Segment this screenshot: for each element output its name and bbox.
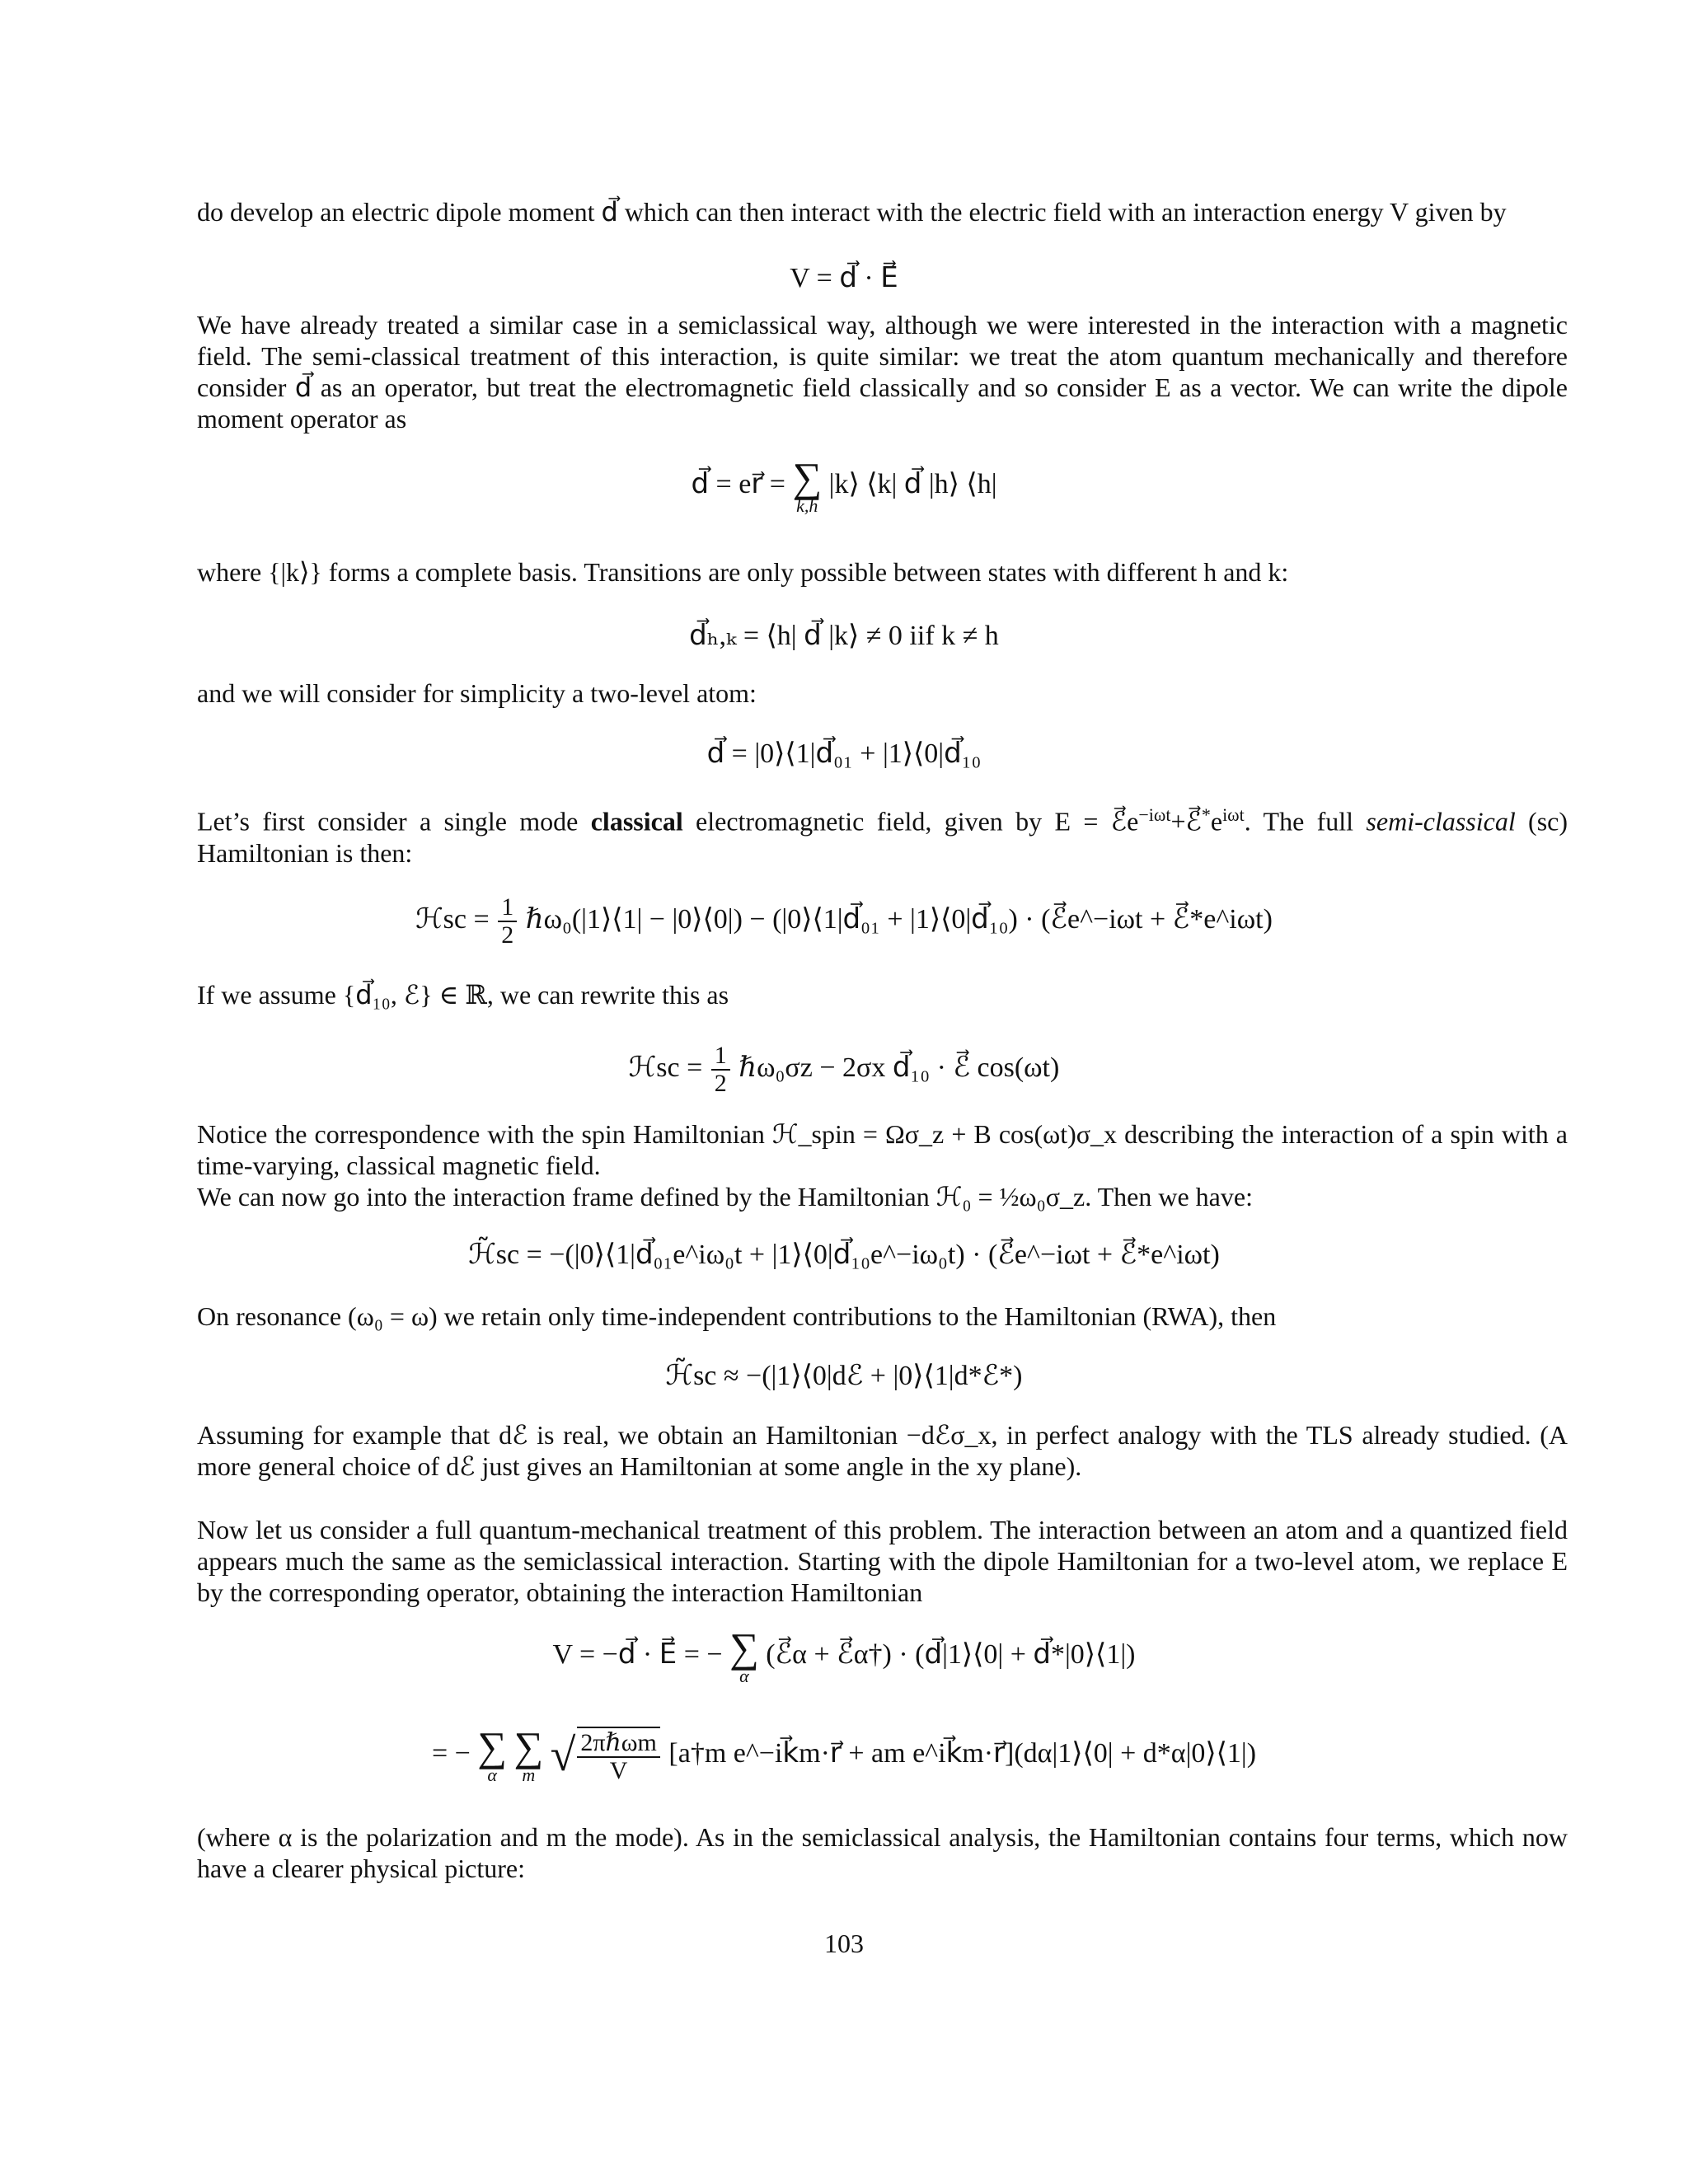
equation-9-left: V = −d⃗ · E⃗ = − xyxy=(552,1638,723,1670)
equation-5-left: ℋsc = xyxy=(415,903,490,935)
paragraph-3: where {|k⟩} forms a complete basis. Transitions are only possible between states with different h and k: xyxy=(197,557,1289,587)
equation-10 xyxy=(0,1723,1688,1785)
equation-7: ℋ̃sc = −(|0⟩⟨1|d⃗₀₁e^iω₀t + |1⟩⟨0|d⃗₁₀e^−iω₀t) · (ℰ⃗e^−iωt + ℰ⃗*e^iωt) xyxy=(468,1240,1220,1270)
paragraph-5-bold: classical xyxy=(590,806,683,837)
paragraph-5-text-d: e xyxy=(1210,806,1223,837)
equation-10-right: [a†m e^−ik⃗m·r⃗ + am e^ik⃗m·r⃗](dα|1⟩⟨0| + d*α|0⟩⟨1|) xyxy=(668,1737,1257,1769)
fraction-numerator: 1 xyxy=(498,894,517,922)
page-number: 103 xyxy=(824,1929,864,1958)
equation-6-right: ℏω₀σz − 2σx d⃗₁₀ · ℰ⃗ cos(ωt) xyxy=(738,1052,1060,1083)
equation-2-right: |k⟩ ⟨k| d⃗ |h⟩ ⟨h| xyxy=(828,468,997,499)
equation-6 xyxy=(0,1043,1688,1097)
equation-1: V = d⃗ · E⃗ xyxy=(790,263,898,293)
equation-10-left: = − xyxy=(431,1737,471,1769)
paragraph-8: We can now go into the interaction frame defined by the Hamiltonian ℋ₀ = ½ω₀σ_z. Then we have: xyxy=(197,1182,1253,1212)
sum-limit: α xyxy=(739,1666,749,1686)
equation-6-left: ℋsc = xyxy=(628,1052,703,1083)
equation-4: d⃗ = |0⟩⟨1|d⃗₀₁ + |1⟩⟨0|d⃗₁₀ xyxy=(706,738,982,769)
paragraph-11: Now let us consider a full quantum-mechanical treatment of this problem. The interaction between an atom and a quantized field appears much the same as the semiclassical interaction. Starting with the dipole Hamiltonian for a two-level atom, we replace E by the corresponding operator, obtaining the interaction Hamiltonian xyxy=(197,1515,1568,1607)
sum-symbol: ∑ k,h xyxy=(792,454,823,516)
paragraph-4: and we will consider for simplicity a two-level atom: xyxy=(197,678,757,708)
fraction-numerator: 2πℏωm xyxy=(577,1730,660,1758)
paragraph-12: (where α is the polarization and m the mode). As in the semiclassical analysis, the Hamiltonian contains four terms, which now have a clearer physical picture: xyxy=(197,1822,1568,1883)
paragraph-5-text-a: Let’s first consider a single mode xyxy=(197,806,591,837)
paragraph-5-text-b: electromagnetic field, given by E = ℰ⃗e xyxy=(682,806,1139,837)
fraction-denominator: V xyxy=(609,1757,628,1784)
equation-2 xyxy=(0,454,1688,516)
paragraph-6: If we assume {d⃗₁₀, ℰ} ∈ ℝ, we can rewrite this as xyxy=(197,980,729,1010)
fraction-half xyxy=(711,1043,730,1097)
equation-5-right: ℏω₀(|1⟩⟨1| − |0⟩⟨0|) − (|0⟩⟨1|d⃗₀₁ + |1⟩⟨0|d⃗₁₀) · (ℰ⃗e^−iωt + ℰ⃗*e^iωt) xyxy=(525,903,1273,935)
sum-limit-alpha: α xyxy=(487,1765,497,1785)
paragraph-5-italic: semi-classical xyxy=(1366,806,1516,837)
sqrt-symbol: √ xyxy=(550,1730,576,1781)
fraction-denominator: 2 xyxy=(714,1070,727,1097)
paragraph-5-text-f: (sc) Hamiltonian is then: xyxy=(197,806,1568,868)
equation-2-left: d⃗ = er⃗ = xyxy=(691,468,785,499)
fraction-half xyxy=(498,894,517,949)
sum-symbol-alpha: ∑ α xyxy=(477,1723,507,1785)
sqrt-fraction xyxy=(577,1727,660,1784)
paragraph-9: On resonance (ω₀ = ω) we retain only time-independent contributions to the Hamiltonian (RWA), then xyxy=(197,1301,1277,1331)
sum-symbol-m: ∑ m xyxy=(513,1723,544,1785)
fraction-denominator: 2 xyxy=(501,921,514,949)
equation-3: d⃗ₕ,ₖ = ⟨h| d⃗ |k⟩ ≠ 0 iif k ≠ h xyxy=(689,621,999,651)
equation-9 xyxy=(0,1624,1688,1686)
equation-9-right: (ℰ⃗α + ℰ⃗α†) · (d⃗|1⟩⟨0| + d⃗*|0⟩⟨1|) xyxy=(766,1638,1136,1670)
paragraph-7: Notice the correspondence with the spin Hamiltonian ℋ_spin = Ωσ_z + B cos(ωt)σ_x describing the interaction of a spin with a time-varying, classical magnetic field. xyxy=(197,1119,1568,1180)
paragraph-10: Assuming for example that dℰ is real, we obtain an Hamiltonian −dℰσ_x, in perfect analogy with the TLS already studied. (A more general choice of dℰ just gives an Hamiltonian at some angle in the xy plane). xyxy=(197,1420,1568,1481)
equation-5 xyxy=(0,894,1688,949)
paragraph-5: Let’s first consider a single mode classical electromagnetic field, given by $E = ℰ⃗e^{-i\omega t}+ℰ⃗^*e^{i\omega t}$. The full semi-classical (sc) Hamiltonian is then: xyxy=(197,804,1568,868)
paragraph-5-text-c: +ℰ⃗ xyxy=(1170,806,1202,837)
paragraph-5-text-e: . The full xyxy=(1244,806,1367,837)
paragraph-1: do develop an electric dipole moment d⃗ which can then interact with the electric field with an interaction energy V given by xyxy=(197,197,1507,227)
paragraph-2: We have already treated a similar case in a semiclassical way, although we were interested in the interaction with a magnetic field. The semi-classical treatment of this interaction, is quite similar: we treat the atom quantum mechanically and therefore consider d⃗ as an operator, but treat the electromagnetic field classically and so consider E as a vector. We can write the dipole moment operator as xyxy=(197,310,1568,434)
sum-symbol: ∑ α xyxy=(729,1624,759,1686)
sum-limit-m: m xyxy=(522,1765,536,1785)
sum-limit: k,h xyxy=(796,495,818,516)
equation-8: ℋ̃sc ≈ −(|1⟩⟨0|dℰ + |0⟩⟨1|d*ℰ*) xyxy=(665,1361,1023,1391)
fraction-numerator: 1 xyxy=(711,1043,730,1071)
